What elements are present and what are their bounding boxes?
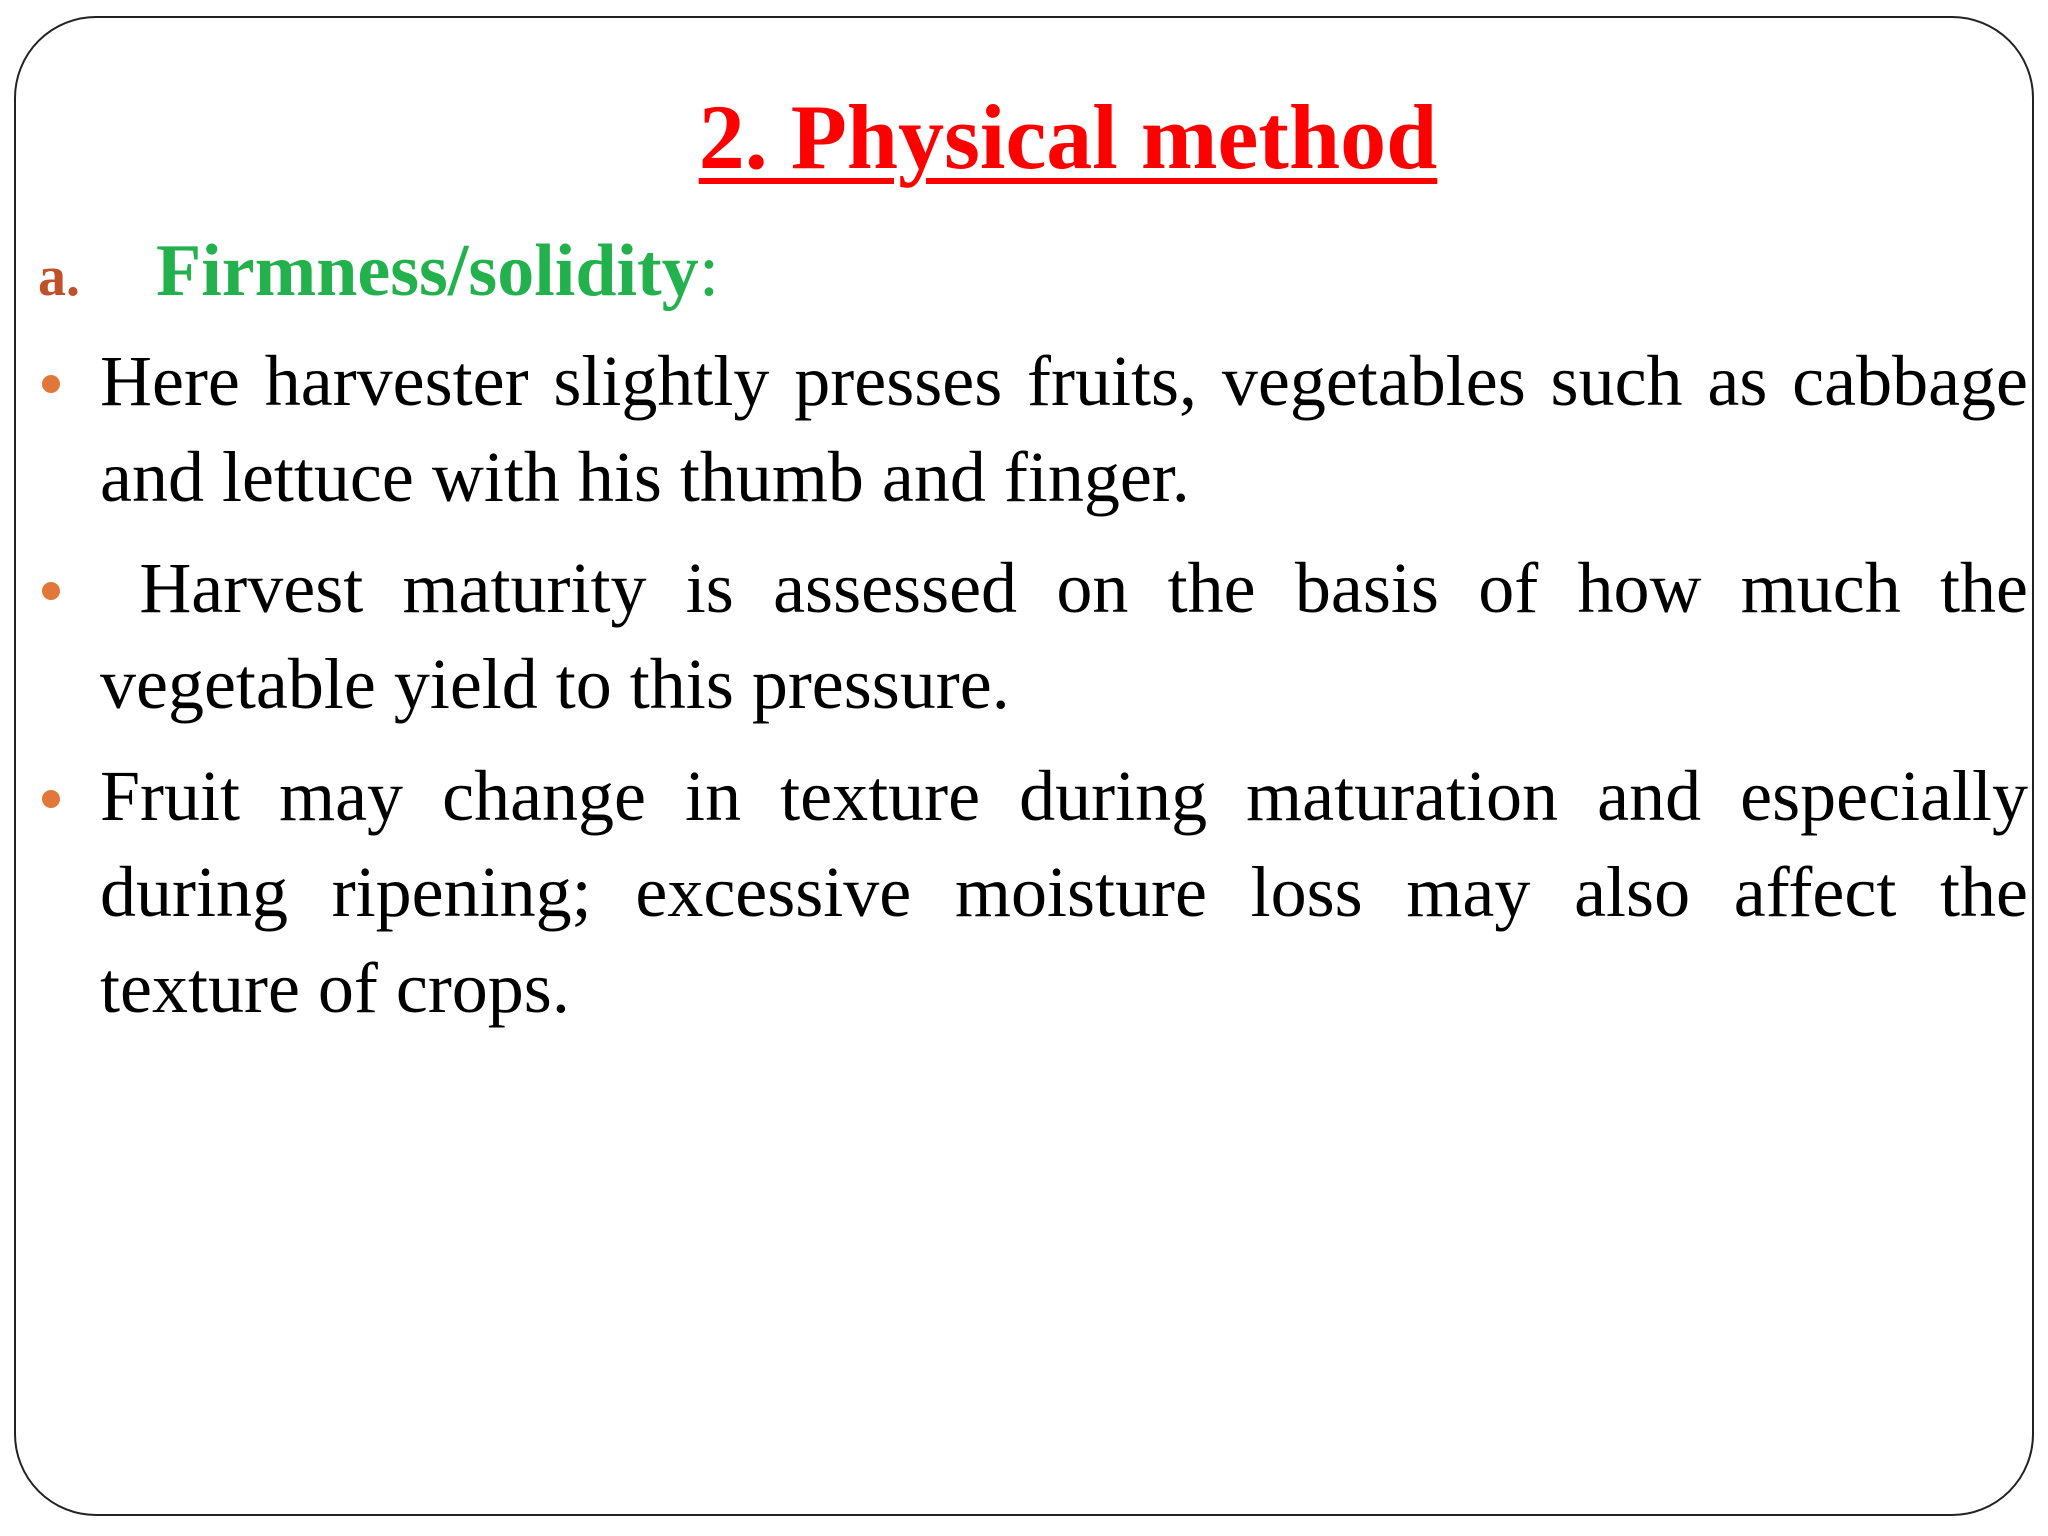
subheading-marker: a. (38, 246, 80, 308)
bullet-text: Fruit may change in texture during maturation and especially during ripening; excessive moisture loss may also affect the texture of crops. (100, 756, 2028, 1028)
subheading-colon: : (698, 230, 720, 312)
bullet-item (100, 333, 2028, 525)
bullet-text: Here harvester slightly presses fruits, vegetables such as cabbage and lettuce with his thumb and finger. (100, 341, 2028, 517)
bullet-dot-icon (42, 375, 60, 393)
bullet-dot-icon (42, 790, 60, 808)
bullet-item (100, 748, 2028, 1036)
bullet-text: Harvest maturity is assessed on the basis of how much the vegetable yield to this pressure. (100, 548, 2047, 724)
bullet-dot-icon (42, 582, 60, 600)
bullet-item (100, 540, 2047, 732)
slide-title: 2. Physical method (698, 86, 1438, 188)
subheading-label: Firmness/solidity (156, 230, 699, 312)
